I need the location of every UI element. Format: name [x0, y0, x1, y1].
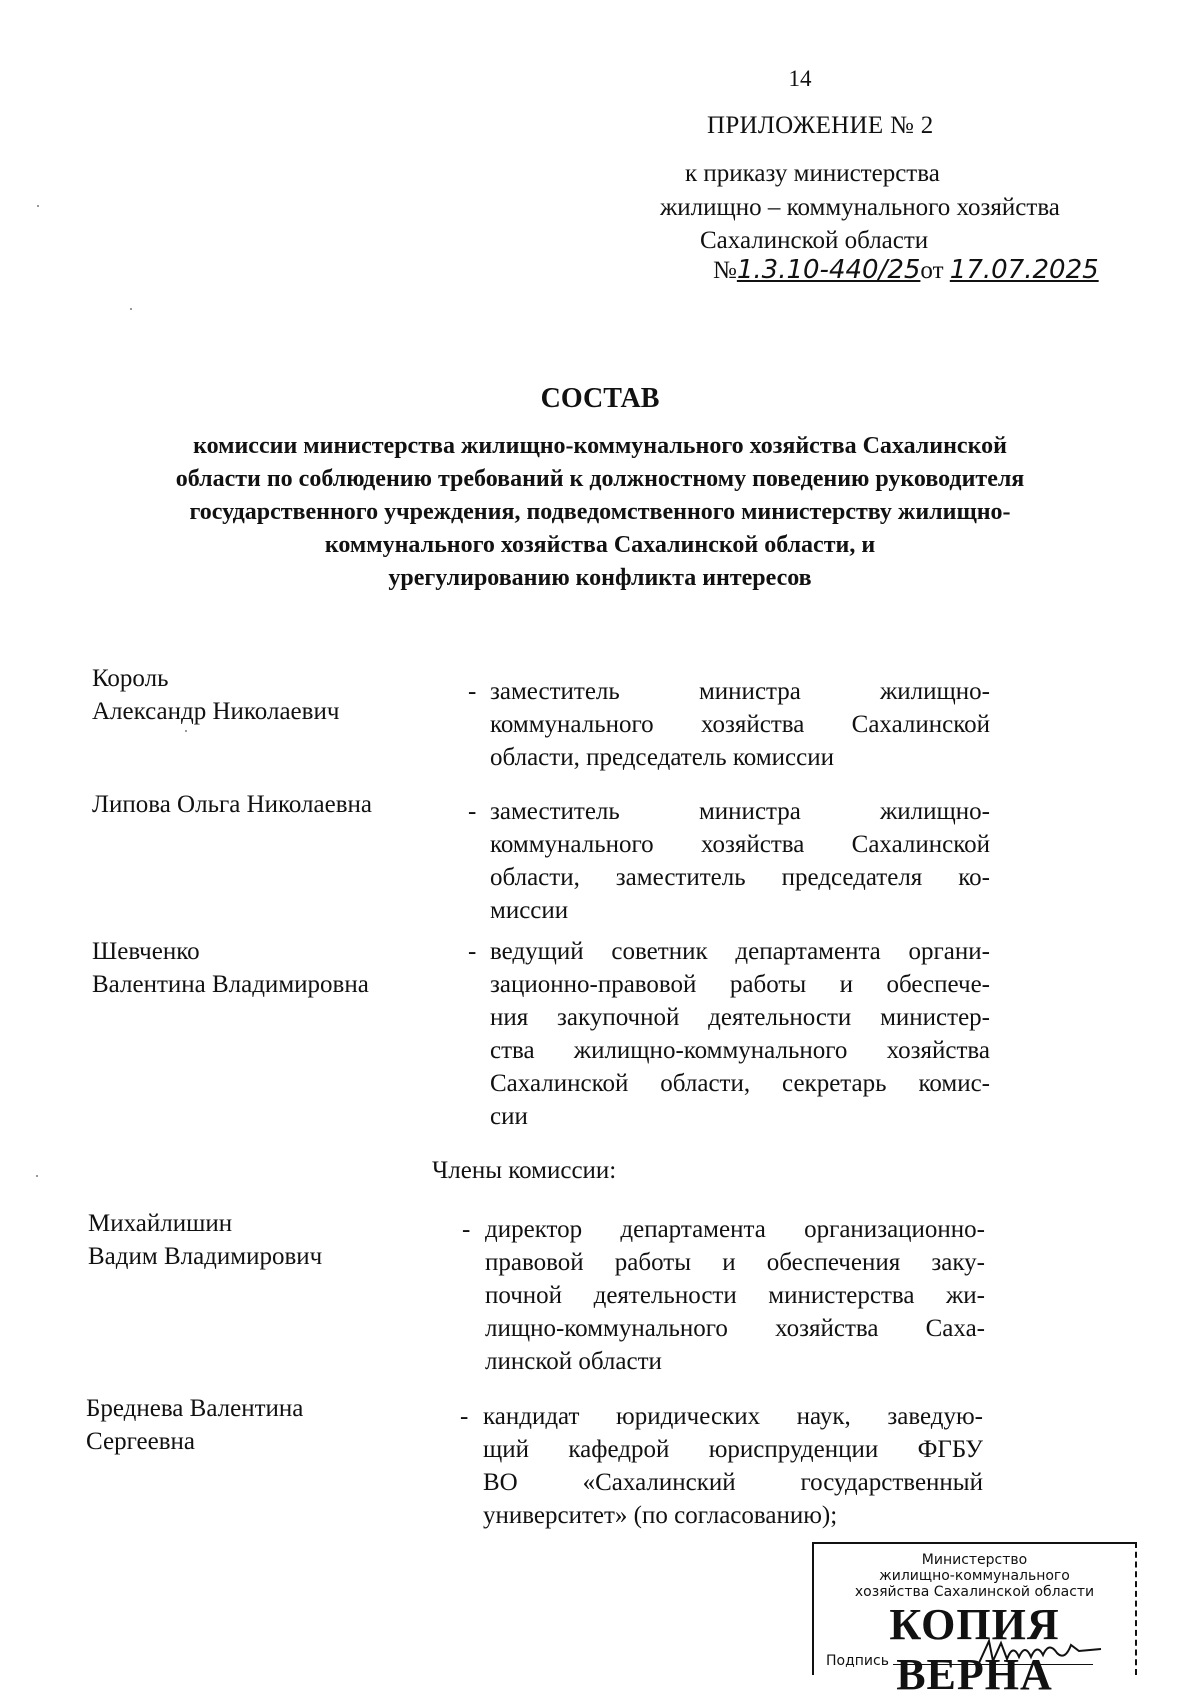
member-role-line: директор департамента организационно-: [485, 1216, 985, 1243]
order-number-handwritten: 1.3.10-440/25: [736, 255, 921, 285]
scan-speck: [36, 1175, 38, 1177]
member-name-line: Сергеевна: [86, 1428, 195, 1455]
member-name: [86, 1392, 426, 1458]
member-name-line: Вадим Владимирович: [88, 1243, 323, 1270]
stamp-main-text: КОПИЯ ВЕРНА: [889, 1600, 1060, 1699]
stamp-line-2: жилищно-коммунального: [879, 1568, 1070, 1584]
appendix-title: ПРИЛОЖЕНИЕ № 2: [707, 112, 934, 139]
member-role: [483, 1400, 983, 1532]
members-heading: Члены комиссии:: [432, 1157, 617, 1184]
member-dash: -: [468, 678, 477, 705]
scan-speck: [37, 205, 39, 207]
member-name-line: Шевченко: [92, 938, 200, 965]
member-role: [490, 935, 990, 1133]
stamp-signature-label: Подпись: [826, 1653, 889, 1669]
member-dash: -: [468, 938, 477, 965]
member-name-line: Александр Николаевич: [92, 698, 340, 725]
subheading-line: коммунального хозяйства Сахалинской области, и: [324, 532, 876, 558]
member-name: [88, 1207, 428, 1273]
member-role-line: зационно-правовой работы и обеспече-: [490, 971, 990, 998]
member-role-line: ства жилищно-коммунального хозяйства: [490, 1037, 990, 1064]
page-number: 14: [788, 66, 812, 91]
member-dash: -: [468, 798, 477, 825]
member-dash: -: [460, 1403, 469, 1430]
order-line-3: Сахалинской области: [700, 227, 929, 254]
member-role-line: заместитель министра жилищно-: [490, 678, 990, 705]
member-role-line: ВО «Сахалинский государственный: [483, 1469, 983, 1496]
scan-speck: [130, 308, 132, 310]
member-role-line: правовой работы и обеспечения заку-: [485, 1249, 985, 1276]
member-role-line: коммунального хозяйства Сахалинской: [490, 711, 990, 738]
subheading-line: области по соблюдению требований к должностному поведению руководителя: [175, 466, 1025, 492]
member-role-line: ния закупочной деятельности министер-: [490, 1004, 990, 1031]
order-date-handwritten: 17.07.2025: [949, 255, 1099, 285]
certified-copy-stamp: [812, 1542, 1137, 1699]
order-line-1: к приказу министерства: [685, 160, 940, 187]
member-name-line: Михайлишин: [88, 1210, 233, 1237]
member-name-line: Король: [92, 665, 169, 692]
member-role-line: университет» (по согласованию);: [483, 1502, 838, 1529]
member-role-line: почной деятельности министерства жи-: [485, 1282, 985, 1309]
member-dash: -: [462, 1216, 471, 1243]
order-reference: [713, 255, 1099, 285]
document-subheading: [100, 430, 1100, 595]
handwritten-signature: [975, 1633, 1105, 1667]
stamp-line-3: хозяйства Сахалинской области: [854, 1584, 1095, 1600]
member-name-line: Бреднева Валентина: [86, 1395, 304, 1422]
member-name-line: Липова Ольга Николаевна: [92, 791, 372, 818]
member-role-line: области, заместитель председателя ко-: [490, 864, 990, 891]
order-line-2: жилищно – коммунального хозяйства: [660, 194, 1060, 221]
member-role-line: миссии: [490, 897, 569, 924]
member-name-line: Валентина Владимировна: [92, 971, 369, 998]
stamp-line-1: Министерство: [921, 1552, 1028, 1568]
member-role-line: лищно-коммунального хозяйства Саха-: [485, 1315, 985, 1342]
subheading-line: государственного учреждения, подведомственного министерству жилищно-: [189, 499, 1011, 525]
member-role-line: области, председатель комиссии: [490, 744, 834, 771]
order-date-prefix: от: [920, 257, 944, 284]
member-role-line: сии: [490, 1103, 528, 1130]
member-role-line: кандидат юридических наук, заведую-: [483, 1403, 983, 1430]
member-role: [485, 1213, 985, 1378]
member-role-line: линской области: [485, 1348, 662, 1375]
member-name: [92, 788, 432, 821]
order-number-prefix: №: [713, 257, 737, 284]
member-role-line: коммунального хозяйства Сахалинской: [490, 831, 990, 858]
document-heading: СОСТАВ: [540, 383, 660, 414]
member-name: [92, 935, 432, 1001]
member-role-line: Сахалинской области, секретарь комис-: [490, 1070, 990, 1097]
member-role-line: щий кафедрой юриспруденции ФГБУ: [483, 1436, 983, 1463]
member-name: [92, 662, 432, 728]
subheading-line: урегулированию конфликта интересов: [388, 565, 812, 591]
subheading-line: комиссии министерства жилищно-коммунального хозяйства Сахалинской: [193, 433, 1007, 459]
member-role-line: ведущий советник департамента органи-: [490, 938, 990, 965]
member-role: [490, 795, 990, 927]
member-role: [490, 675, 990, 774]
member-role-line: заместитель министра жилищно-: [490, 798, 990, 825]
scan-speck: [185, 730, 187, 732]
